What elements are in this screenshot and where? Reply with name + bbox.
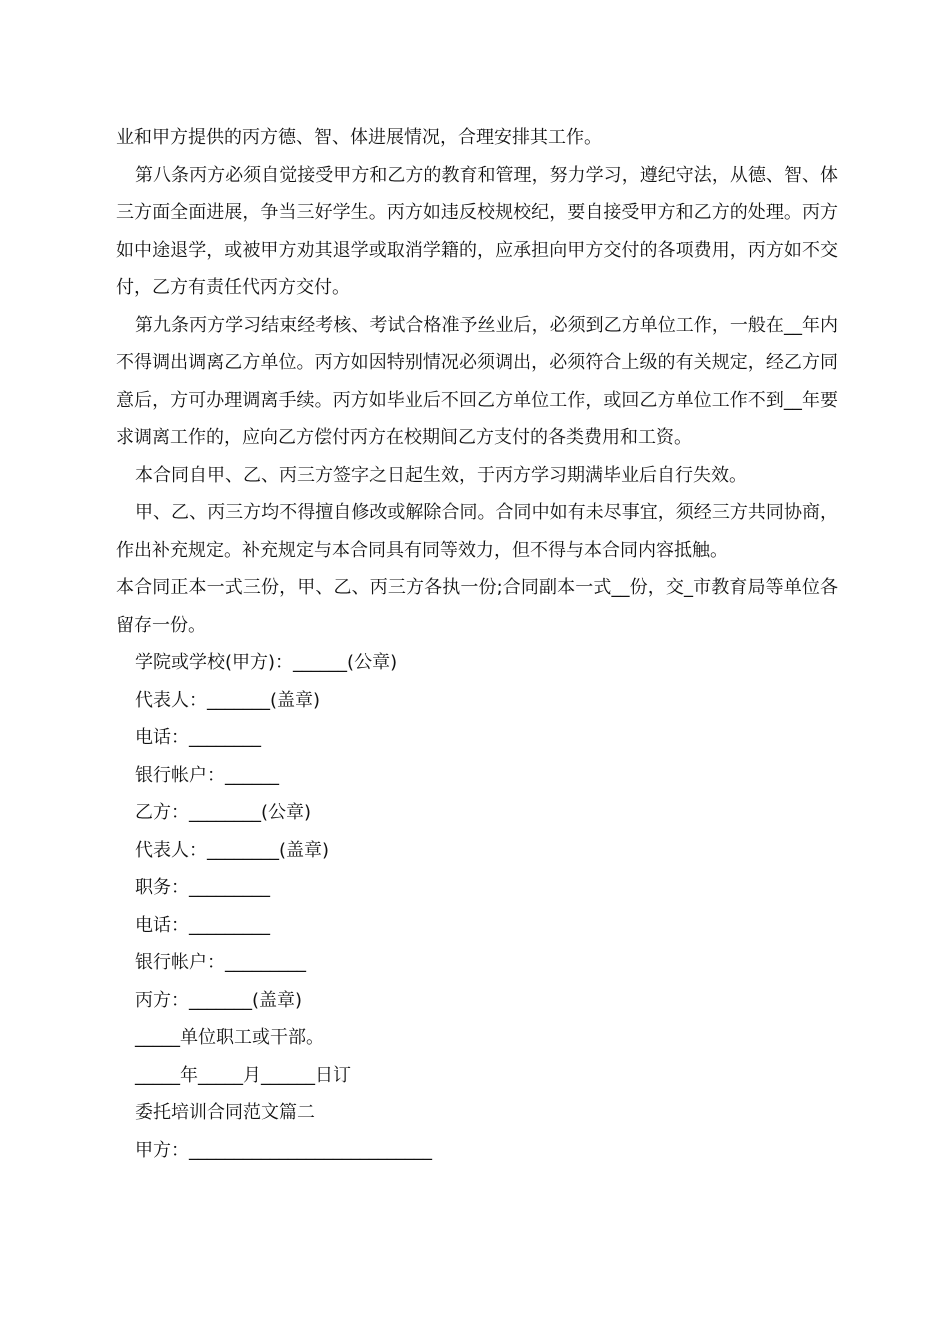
paragraph-amendment: 甲、乙、丙三方均不得擅自修改或解除合同。合同中如有未尽事宜，须经三方共同协商，作出补充规定。补充规定与本合同具有同等效力，但不得与本合同内容抵触。 xyxy=(116,502,838,561)
paragraph-article-8: 第八条丙方必须自觉接受甲方和乙方的教育和管理，努力学习，遵纪守法，从德、智、体三方面全面进展，争当三好学生。丙方如违反校规校纪，要自接受甲方和乙方的处理。丙方如中途退学，或被甲方劝其退学或取消学籍的，应承担向甲方交付的各项费用，丙方如不交付，乙方有责任代丙方交付。 xyxy=(116,164,838,298)
signature-representative-b: 代表人：________(盖章) xyxy=(135,839,330,861)
signature-date: _____年_____月______日订 xyxy=(135,1064,351,1086)
signature-phone-b: 电话：_________ xyxy=(135,914,270,936)
signature-party-c: 丙方：_______(盖章) xyxy=(135,989,303,1011)
paragraph-copies: 本合同正本一式三份，甲、乙、丙三方各执一份;合同副本一式__份，交_市教育局等单位各留存一份。 xyxy=(116,577,838,636)
signature-party-c-unit: _____单位职工或干部。 xyxy=(135,1027,324,1048)
paragraph-effective-date: 本合同自甲、乙、丙三方签字之日起生效，于丙方学习期满毕业后自行失效。 xyxy=(135,464,747,486)
signature-bank-account-a: 银行帐户：______ xyxy=(135,764,279,786)
party-a-line: 甲方：___________________________ xyxy=(135,1139,432,1161)
signature-party-a: 学院或学校(甲方)：______(公章) xyxy=(135,652,398,673)
signature-phone-a: 电话：________ xyxy=(135,727,261,748)
signature-representative-a: 代表人：_______(盖章) xyxy=(135,689,321,711)
document-body xyxy=(116,119,838,1169)
signature-bank-account-b: 银行帐户：_________ xyxy=(135,952,306,973)
paragraph-article-9: 第九条丙方学习结束经考核、考试合格准予丝业后，必须到乙方单位工作，一般在__年内不得调出调离乙方单位。丙方如因特别情况必须调出，必须符合上级的有关规定，经乙方同意后，方可办理调离手续。丙方如毕业后不回乙方单位工作，或回乙方单位工作不到__年要求调离工作的，应向乙方偿付丙方在校期间乙方支付的各类费用和工资。 xyxy=(116,314,838,448)
signature-position-b: 职务：_________ xyxy=(135,877,270,898)
section-heading: 委托培训合同范文篇二 xyxy=(135,1102,315,1123)
signature-party-b: 乙方：________(公章) xyxy=(135,802,312,823)
paragraph-continuation: 业和甲方提供的丙方德、智、体进展情况，合理安排其工作。 xyxy=(116,127,602,148)
